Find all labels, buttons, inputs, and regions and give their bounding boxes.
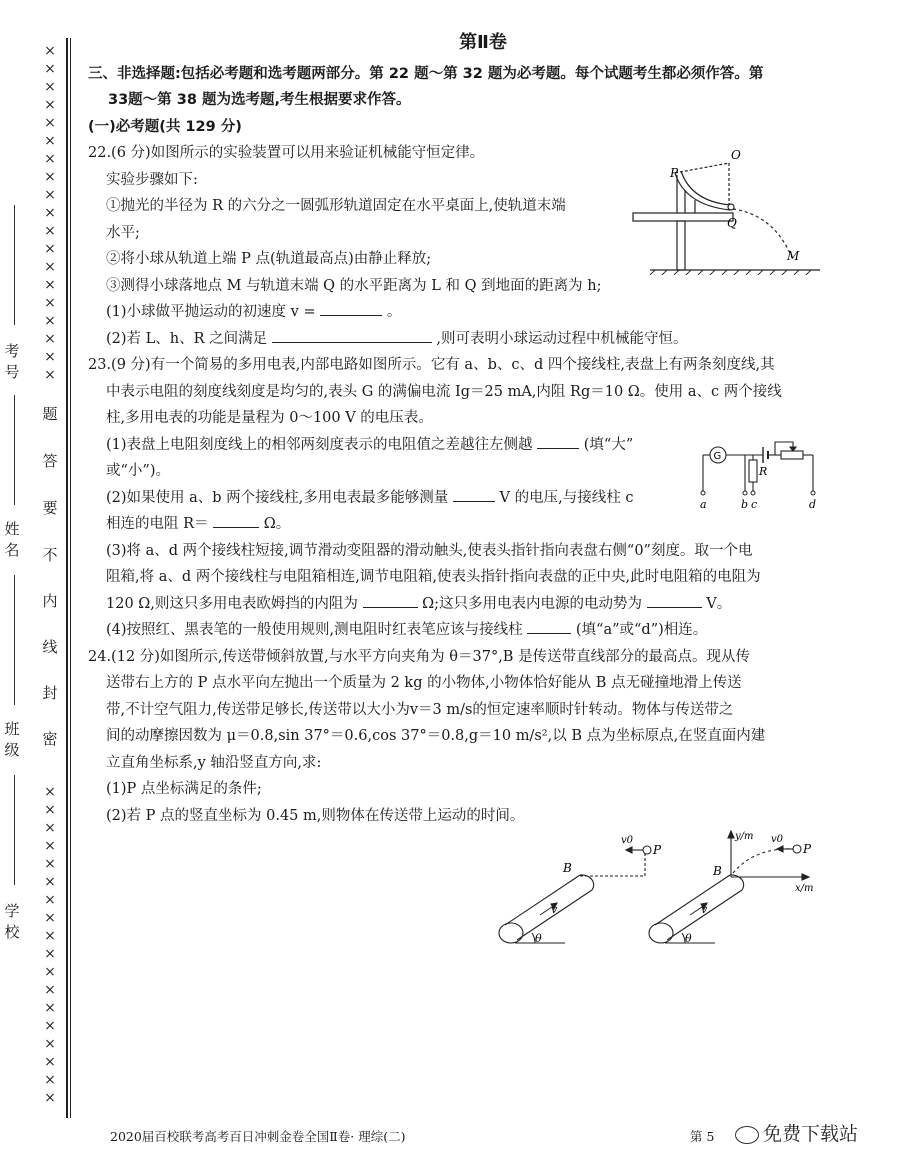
- q23-sub1: [88, 432, 688, 459]
- q23-circuit-figure: [695, 430, 825, 515]
- q22-sub1: [88, 299, 878, 326]
- footer-exam-name: 2020届百校联考高考百日冲刺金卷全国Ⅱ卷· 理综(二): [110, 1129, 406, 1144]
- x-mark: ×: [44, 1054, 56, 1070]
- exam-number-label: 考号: [4, 342, 20, 381]
- belt-top: [655, 875, 730, 925]
- q23-sub4-hint: (填“a”或“d”)相连。: [575, 622, 708, 638]
- x-mark-column-bottom: [40, 783, 60, 1107]
- seal-word: 不: [42, 546, 58, 564]
- answer-blank[interactable]: [363, 593, 418, 608]
- wechat-icon: [735, 1126, 759, 1144]
- q23-sub2: [88, 485, 688, 512]
- x-mark: ×: [44, 331, 56, 347]
- q22-steps-title: 实验步骤如下:: [106, 171, 198, 188]
- x-mark: ×: [44, 946, 56, 962]
- x-mark: ×: [44, 259, 56, 275]
- arc-track-outer: [681, 171, 730, 205]
- q22-step1-cont: 水平;: [106, 224, 140, 241]
- object-p-icon: [793, 845, 801, 853]
- answer-blank[interactable]: [527, 619, 571, 634]
- seal-word: 答: [42, 452, 58, 470]
- name-line: [14, 395, 15, 505]
- x-mark: ×: [44, 874, 56, 890]
- x-mark: ×: [44, 928, 56, 944]
- x-mark: ×: [44, 187, 56, 203]
- answer-blank[interactable]: [647, 593, 702, 608]
- fig-label-a: a: [700, 498, 707, 511]
- x-mark: ×: [44, 97, 56, 113]
- x-mark: ×: [44, 115, 56, 131]
- q22-step2: ②将小球从轨道上端 P 点(轨道最高点)由静止释放;: [106, 251, 432, 267]
- school-line: [14, 775, 15, 885]
- question-22: [88, 140, 628, 273]
- x-mark: ×: [44, 295, 56, 311]
- x-mark: ×: [44, 910, 56, 926]
- x-mark: ×: [44, 838, 56, 854]
- class-label: 班级: [4, 720, 20, 759]
- q23-line-1: 23.(9 分)有一个简易的多用电表,内部电路如图所示。它有 a、b、c、d 四个接线柱,表盘上有两条刻度线,其: [88, 357, 775, 373]
- q23-sub1-cont: 或“小”)。: [106, 463, 170, 479]
- x-mark: ×: [44, 1090, 56, 1106]
- fig-label-m: M: [787, 249, 800, 263]
- x-mark: ×: [44, 223, 56, 239]
- x-mark: ×: [44, 61, 56, 77]
- q22-sub2-end: ,则可表明小球运动过程中机械能守恒。: [436, 330, 688, 347]
- fig-label-o: O: [731, 148, 741, 162]
- q22-sub2-text: (2)若 L、h、R 之间满足: [106, 330, 268, 347]
- table-top: [633, 213, 733, 221]
- x-mark: ×: [44, 802, 56, 818]
- x-mark: ×: [44, 1000, 56, 1016]
- fig-label-q: Q: [727, 216, 737, 230]
- fig-label-g: G: [713, 451, 722, 462]
- x-mark: ×: [44, 241, 56, 257]
- fig-label-y: y/m: [735, 831, 754, 842]
- q23-sub3-mid: Ω;这只多用电表内电源的电动势为: [422, 595, 643, 612]
- q23-sub4-text: (4)按照红、黑表笔的一般使用规则,测电阻时红表笔应该与接线柱: [106, 622, 523, 638]
- q24-sub2: (2)若 P 点的竖直坐标为 0.45 m,则物体在传送带上运动的时间。: [106, 807, 525, 824]
- q23-sub2-unit: Ω。: [263, 516, 291, 532]
- roller-bottom: [649, 923, 673, 943]
- answer-blank[interactable]: [453, 487, 495, 502]
- q22-sub1-end: 。: [386, 304, 402, 320]
- x-mark: ×: [44, 349, 56, 365]
- section-title: 第Ⅱ卷: [459, 32, 507, 53]
- fig-label-v: v: [701, 903, 708, 916]
- q24-sub1: (1)P 点坐标满足的条件;: [106, 781, 262, 797]
- seal-word: 要: [42, 499, 58, 517]
- q23-sub2-text2: 相连的电阻 R＝: [106, 516, 209, 532]
- intro-line-1: 三、非选择题:包括必考题和选考题两部分。第 22 题～第 32 题为必考题。每个试题考生都必须作答。第: [88, 65, 764, 82]
- q22-step1: ①抛光的半径为 R 的六分之一圆弧形轨道固定在水平桌面上,使轨道末端: [106, 198, 566, 214]
- fig-label-b: B: [563, 861, 572, 875]
- seal-word: 题: [42, 405, 58, 423]
- roller-bottom: [499, 923, 523, 943]
- x-mark: ×: [44, 43, 56, 59]
- watermark: [735, 1119, 858, 1146]
- fig-label-p: P: [803, 842, 812, 856]
- q23-sub3-text: 120 Ω,则这只多用电表欧姆挡的内阻为: [106, 595, 358, 612]
- q23-line-3: 柱,多用电表的功能是量程为 0～100 V 的电压表。: [106, 410, 433, 426]
- x-mark: ×: [44, 892, 56, 908]
- seal-line-thin: [70, 38, 71, 1118]
- ball-icon: [728, 204, 734, 210]
- school-label: 学校: [4, 902, 20, 941]
- fig-label-v0: v0: [771, 834, 784, 845]
- binding-margin: [0, 0, 75, 1171]
- answer-blank[interactable]: [537, 434, 579, 449]
- fig-label-v: v: [551, 903, 558, 916]
- x-mark: ×: [44, 982, 56, 998]
- q24-line-1: 24.(12 分)如图所示,传送带倾斜放置,与水平方向夹角为 θ＝37°,B 是传送带直线部分的最高点。现从传: [88, 648, 751, 665]
- table-leg: [677, 221, 685, 270]
- q22-apparatus-figure: [625, 145, 825, 275]
- q22-step3: ③测得小球落地点 M 与轨道末端 Q 的水平距离为 L 和 Q 到地面的距离为 h;: [106, 277, 602, 294]
- x-mark: ×: [44, 784, 56, 800]
- q24-line-5: 立直角坐标系,y 轴沿竖直方向,求:: [106, 754, 322, 771]
- fig-label-d: d: [809, 498, 817, 511]
- x-mark: ×: [44, 79, 56, 95]
- fig-label-v0: v0: [621, 835, 634, 846]
- x-mark: ×: [44, 133, 56, 149]
- q24-conveyor-figure-2: [645, 825, 825, 955]
- rheostat-slider: [775, 442, 793, 455]
- seal-word: 线: [42, 638, 58, 656]
- answer-blank[interactable]: [213, 513, 259, 528]
- trajectory-dashed: [733, 209, 793, 260]
- seal-word: 内: [42, 592, 58, 610]
- fig-label-b: B: [713, 864, 722, 878]
- roller-top: [580, 875, 594, 890]
- seal-line: [66, 38, 68, 1118]
- x-mark: ×: [44, 169, 56, 185]
- x-mark: ×: [44, 205, 56, 221]
- fig-label-theta: θ: [685, 932, 692, 945]
- q23-sub4: [88, 617, 878, 644]
- fig-label-b: b: [741, 498, 749, 511]
- x-mark: ×: [44, 1072, 56, 1088]
- fig-label-p: P: [670, 166, 679, 180]
- x-mark: ×: [44, 856, 56, 872]
- x-mark: ×: [44, 964, 56, 980]
- part-heading: (一)必考题(共 129 分): [88, 118, 242, 135]
- radius-line-diagonal: [675, 163, 729, 173]
- q22-head: 22.(6 分)如图所示的实验装置可以用来验证机械能守恒定律。: [88, 145, 485, 161]
- q23-sub2-text: (2)如果使用 a、b 两个接线柱,多用电表最多能够测量: [106, 489, 449, 506]
- q23-sub3-line3: [88, 591, 878, 618]
- seal-word: 密: [42, 730, 58, 748]
- answer-blank[interactable]: [272, 328, 432, 343]
- footer-page-number: 第 5: [690, 1129, 715, 1144]
- class-line: [14, 575, 15, 705]
- fig-label-theta: θ: [535, 932, 542, 945]
- fig-label-c: c: [751, 498, 758, 511]
- q24-line-3: 带,不计空气阻力,传送带足够长,传送带以大小为v＝3 m/s的恒定速率顺时针转动。物体与传送带之: [106, 701, 734, 718]
- q23-sub3-line1: (3)将 a、d 两个接线柱短接,调节滑动变阻器的滑动触头,使表头指针指向表盘右侧“0”刻度。取一个电: [106, 542, 753, 559]
- fig-label-x: x/m: [795, 883, 814, 894]
- intro-line-2: 33题～第 38 题为选考题,考生根据要求作答。: [108, 92, 411, 108]
- x-mark: ×: [44, 151, 56, 167]
- x-mark: ×: [44, 1036, 56, 1052]
- seal-word: 封: [42, 684, 58, 702]
- q23-sub1-hint: (填“大”: [583, 436, 634, 453]
- q22-sub1-text: (1)小球做平抛运动的初速度 v =: [106, 304, 316, 320]
- q23-sub2-cont: [88, 511, 688, 538]
- q23-left-block: [88, 432, 688, 538]
- x-mark: ×: [44, 313, 56, 329]
- trajectory-dashed: [733, 849, 795, 873]
- q23-line-2: 中表示电阻的刻度线刻度是均匀的,表头 G 的满偏电流 Ig＝25 mA,内阻 Rg＝10 Ω。使用 a、c 两个接线: [106, 383, 782, 400]
- fig-label-r: R: [759, 465, 768, 478]
- x-mark-column-top: [40, 42, 60, 384]
- q23-sub3-line2: 阻箱,将 a、d 两个接线柱与电阻箱相连,调节电阻箱,使表头指针指向表盘的正中央,此时电阻箱的电阻为: [106, 569, 761, 585]
- belt-top: [505, 875, 580, 925]
- q24-line-2: 送带右上方的 P 点水平向左抛出一个质量为 2 kg 的小物体,小物体恰好能从 B 点无碰撞地滑上传送: [106, 675, 742, 691]
- x-mark: ×: [44, 1018, 56, 1034]
- q23-sub3-unit: V。: [706, 595, 732, 612]
- x-mark: ×: [44, 820, 56, 836]
- watermark-text: 免费下载站: [763, 1123, 859, 1145]
- q23-sub1-text: (1)表盘上电阻刻度线上的相邻两刻度表示的电阻值之差越往左侧越: [106, 436, 533, 453]
- resistor-r-icon: [749, 460, 757, 482]
- exam-number-line: [14, 205, 15, 325]
- q24-line-4: 间的动摩擦因数为 μ＝0.8,sin 37°＝0.6,cos 37°＝0.8,g＝10 m/s²,以 B 点为坐标原点,在竖直面内建: [106, 728, 766, 744]
- rheostat-icon: [781, 451, 803, 459]
- name-label: 姓名: [4, 520, 20, 559]
- answer-blank[interactable]: [320, 301, 382, 316]
- q22-sub2: [88, 326, 878, 353]
- q23-sub2-mid: V 的电压,与接线柱 c: [499, 489, 634, 506]
- x-mark: ×: [44, 367, 56, 383]
- arc-track-inner: [675, 173, 730, 210]
- fig-label-p: P: [653, 843, 662, 857]
- x-mark: ×: [44, 277, 56, 293]
